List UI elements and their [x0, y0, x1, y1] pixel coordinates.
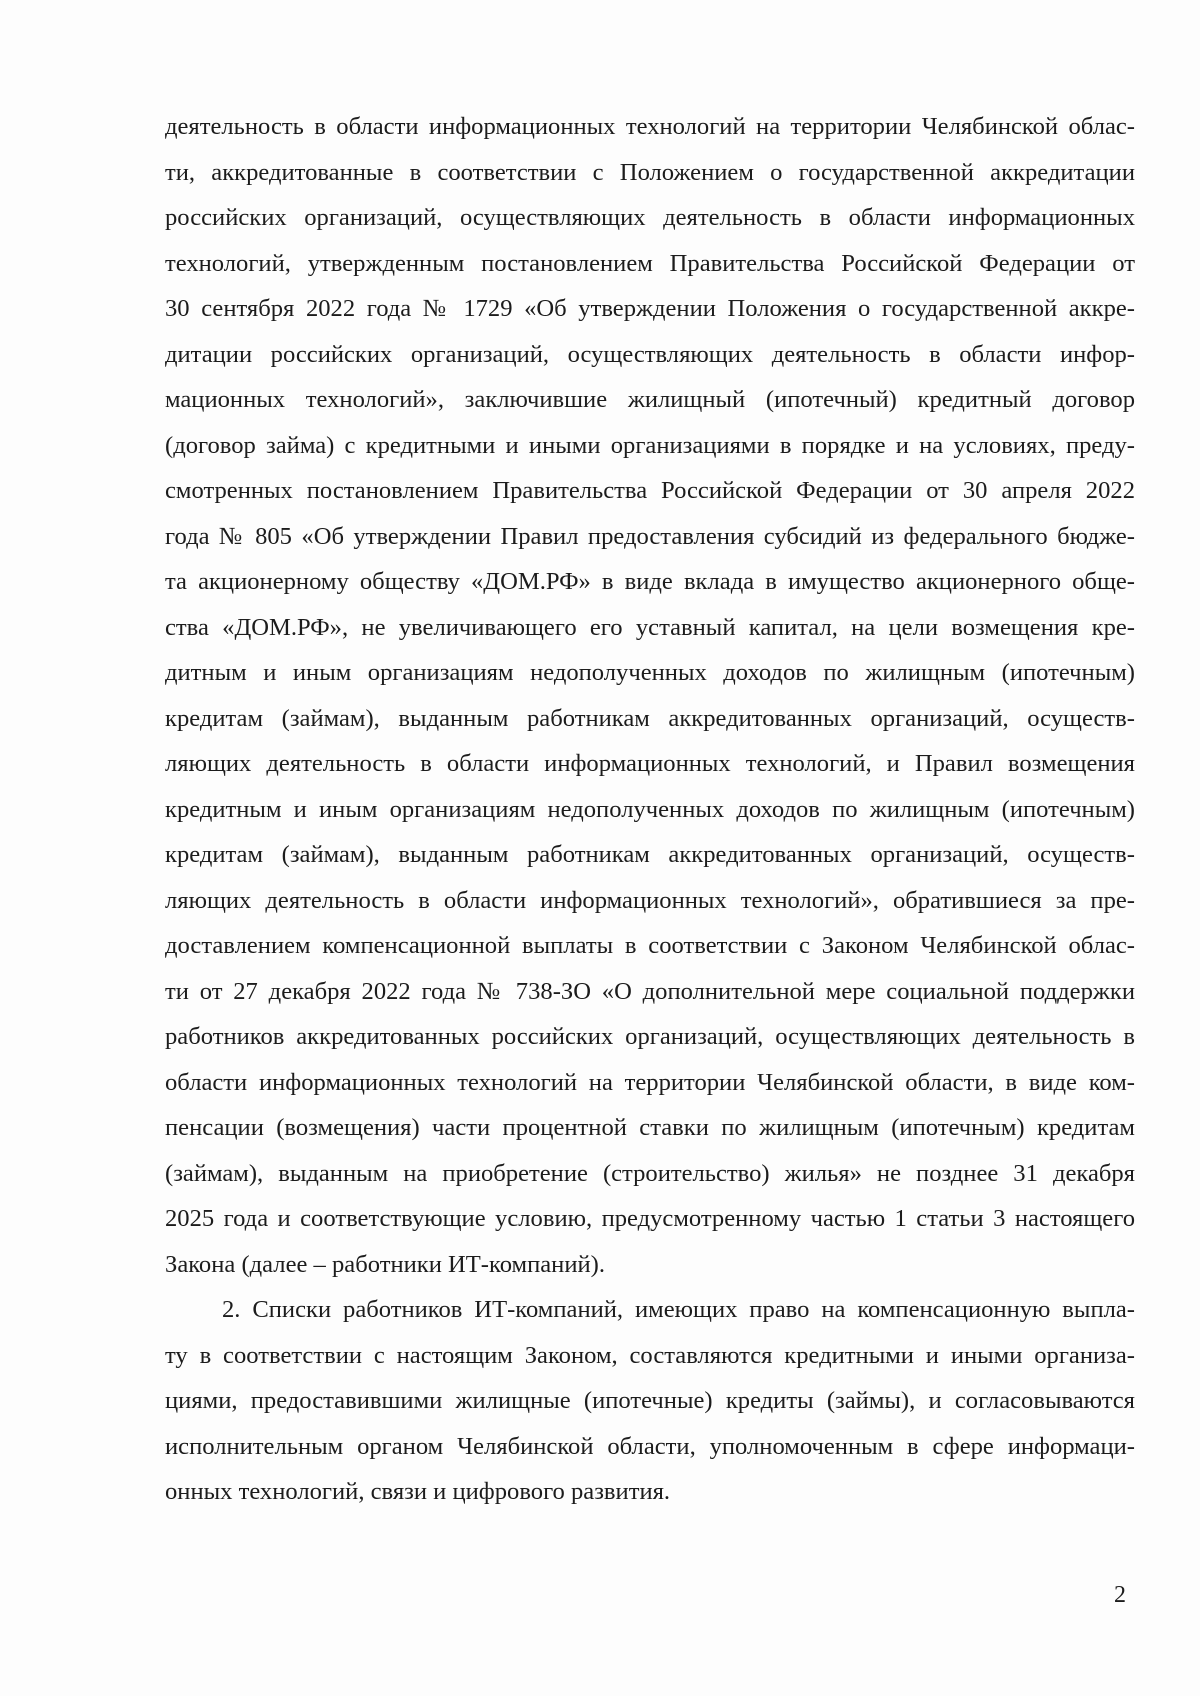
text-line: та акционерному обществу «ДОМ.РФ» в виде вклада в имущество акционерного обще-	[165, 568, 1135, 595]
text-line: 2025 года и соответствующие условию, предусмотренному частью 1 статьи 3 настоящего	[165, 1205, 1135, 1232]
text-line: российских организаций, осуществляющих деятельность в области информационных	[165, 204, 1135, 231]
text-line: области информационных технологий на территории Челябинской области, в виде ком-	[165, 1068, 1135, 1096]
text-line: пенсации (возмещения) части процентной ставки по жилищным (ипотечным) кредитам	[165, 1114, 1135, 1141]
text-line: ства «ДОМ.РФ», не увеличивающего его уставный капитал, на цели возмещения кре-	[165, 613, 1135, 641]
text-line: исполнительным органом Челябинской области, уполномоченным в сфере информаци-	[165, 1432, 1135, 1460]
text-line: ту в соответствии с настоящим Законом, составляются кредитными и иными организа-	[165, 1341, 1135, 1369]
text-line: циями, предоставившими жилищные (ипотечные) кредиты (займы), и согласовываются	[165, 1387, 1135, 1414]
text-line: мационных технологий», заключившие жилищный (ипотечный) кредитный договор	[165, 386, 1135, 413]
text-line: ляющих деятельность в области информационных технологий, и Правил возмещения	[165, 750, 1135, 777]
text-line: дитации российских организаций, осуществляющих деятельность в области инфор-	[165, 340, 1135, 368]
text-line: смотренных постановлением Правительства Российской Федерации от 30 апреля 2022	[165, 477, 1135, 504]
text-line: 30 сентября 2022 года № 1729 «Об утверждении Положения о государственной аккре-	[165, 295, 1135, 322]
text-line: кредитным и иным организациям недополученных доходов по жилищным (ипотечным)	[165, 795, 1135, 823]
text-line: кредитам (займам), выданным работникам аккредитованных организаций, осуществ-	[165, 841, 1135, 868]
text-line: ти, аккредитованные в соответствии с Положением о государственной аккредитации	[165, 158, 1135, 186]
text-line: работников аккредитованных российских организаций, осуществляющих деятельность в	[165, 1023, 1135, 1050]
text-line: технологий, утвержденным постановлением Правительства Российской Федерации от	[165, 249, 1135, 277]
text-line: онных технологий, связи и цифрового развития.	[165, 1478, 671, 1505]
document-body	[165, 104, 1135, 1515]
text-line: года № 805 «Об утверждении Правил предоставления субсидий из федерального бюдже-	[165, 522, 1135, 550]
text-line: деятельность в области информационных технологий на территории Челябинской облас-	[165, 113, 1135, 140]
text-line: Закона (далее – работники ИТ-компаний).	[165, 1250, 605, 1278]
text-line: (договор займа) с кредитными и иными организациями в порядке и на условиях, преду-	[165, 431, 1135, 459]
text-line: 2. Списки работников ИТ-компаний, имеющих право на компенсационную выпла-	[222, 1296, 1135, 1323]
paragraph-1	[165, 104, 1135, 1287]
text-line: ляющих деятельность в области информационных технологий», обратившиеся за пре-	[165, 886, 1135, 914]
text-line: доставлением компенсационной выплаты в соответствии с Законом Челябинской облас-	[165, 932, 1135, 959]
text-line: дитным и иным организациям недополученных доходов по жилищным (ипотечным)	[165, 659, 1135, 686]
text-line: кредитам (займам), выданным работникам аккредитованных организаций, осуществ-	[165, 704, 1135, 732]
text-line: ти от 27 декабря 2022 года № 738-ЗО «О дополнительной мере социальной поддержки	[165, 977, 1135, 1005]
paragraph-2	[165, 1287, 1135, 1515]
text-line: (займам), выданным на приобретение (строительство) жилья» не позднее 31 декабря	[165, 1159, 1135, 1187]
page-number: 2	[1114, 1582, 1126, 1608]
